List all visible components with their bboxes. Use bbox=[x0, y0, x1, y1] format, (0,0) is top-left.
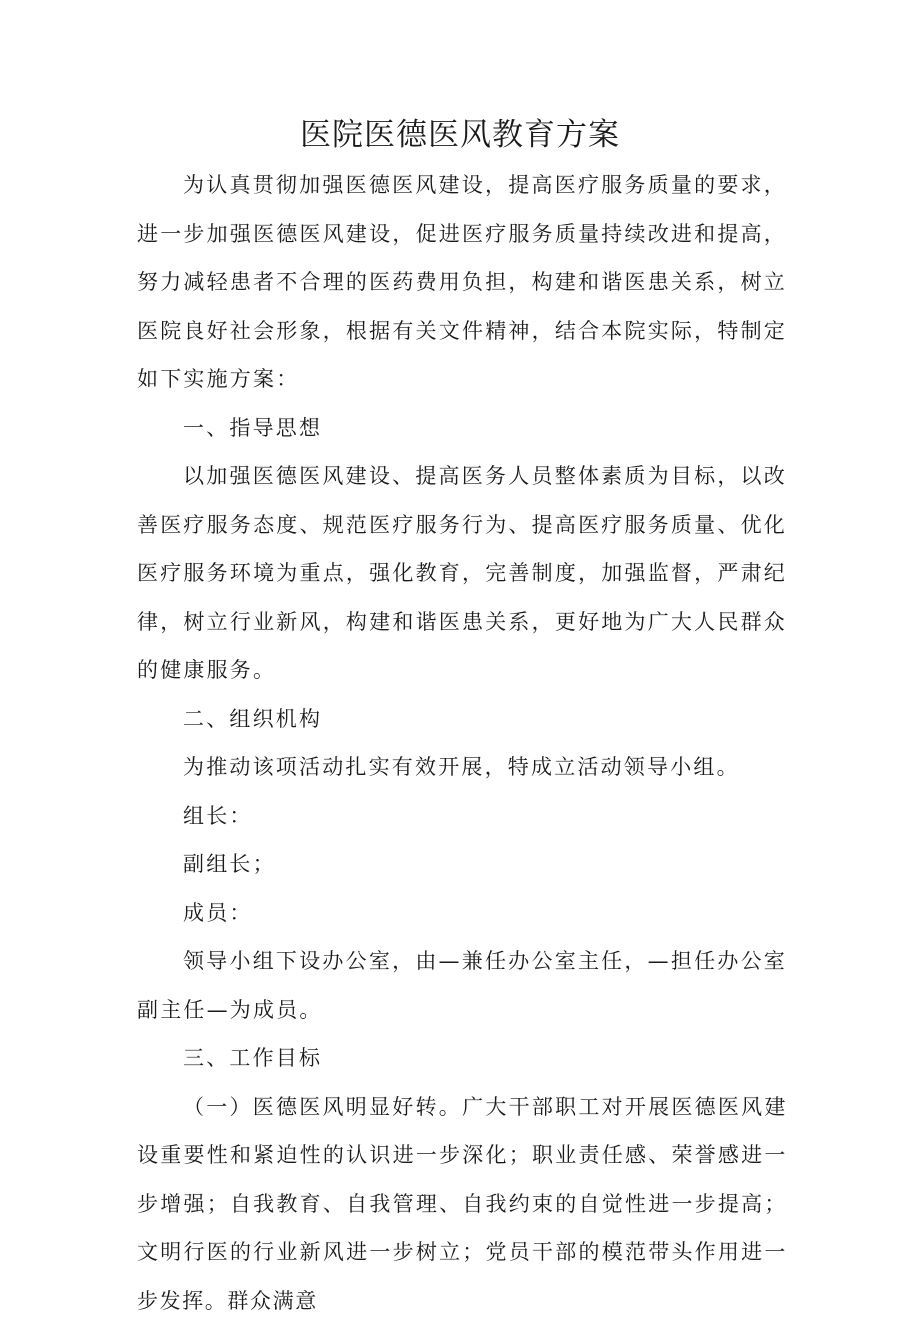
document-title: 医院医德医风教育方案 bbox=[0, 110, 920, 160]
paragraph-deputy-leader: 副组长； bbox=[137, 840, 787, 889]
paragraph-organization: 为推动该项活动扎实有效开展，特成立活动领导小组。 bbox=[137, 743, 787, 792]
paragraph-intro: 为认真贯彻加强医德医风建设，提高医疗服务质量的要求，进一步加强医德医风建设，促进医疗服务质量持续改进和提高，努力减轻患者不合理的医药费用负担，构建和谐医患关系，树立医院良好社会形象，根据有关文件精神，结合本院实际，特制定如下实施方案： bbox=[137, 161, 787, 404]
paragraph-team-leader: 组长： bbox=[137, 792, 787, 841]
section-heading-organization: 二、组织机构 bbox=[137, 695, 787, 744]
paragraph-office: 领导小组下设办公室，由—兼任办公室主任，—担任办公室副主任—为成员。 bbox=[137, 937, 787, 1034]
paragraph-guiding-ideology: 以加强医德医风建设、提高医务人员整体素质为目标，以改善医疗服务态度、规范医疗服务行为、提高医疗服务质量、优化医疗服务环境为重点，强化教育，完善制度，加强监督，严肃纪律，树立行业新风，构建和谐医患关系，更好地为广大人民群众的健康服务。 bbox=[137, 452, 787, 695]
paragraph-goal-one: （一）医德医风明显好转。广大干部职工对开展医德医风建设重要性和紧迫性的认识进一步深化；职业责任感、荣誉感进一步增强；自我教育、自我管理、自我约束的自觉性进一步提高；文明行医的行业新风进一步树立；党员干部的模范带头作用进一步发挥。群众满意 bbox=[137, 1083, 787, 1325]
section-heading-work-goals: 三、工作目标 bbox=[137, 1034, 787, 1083]
section-heading-guiding-ideology: 一、指导思想 bbox=[137, 404, 787, 453]
paragraph-members: 成员： bbox=[137, 889, 787, 938]
document-body bbox=[137, 161, 787, 1325]
